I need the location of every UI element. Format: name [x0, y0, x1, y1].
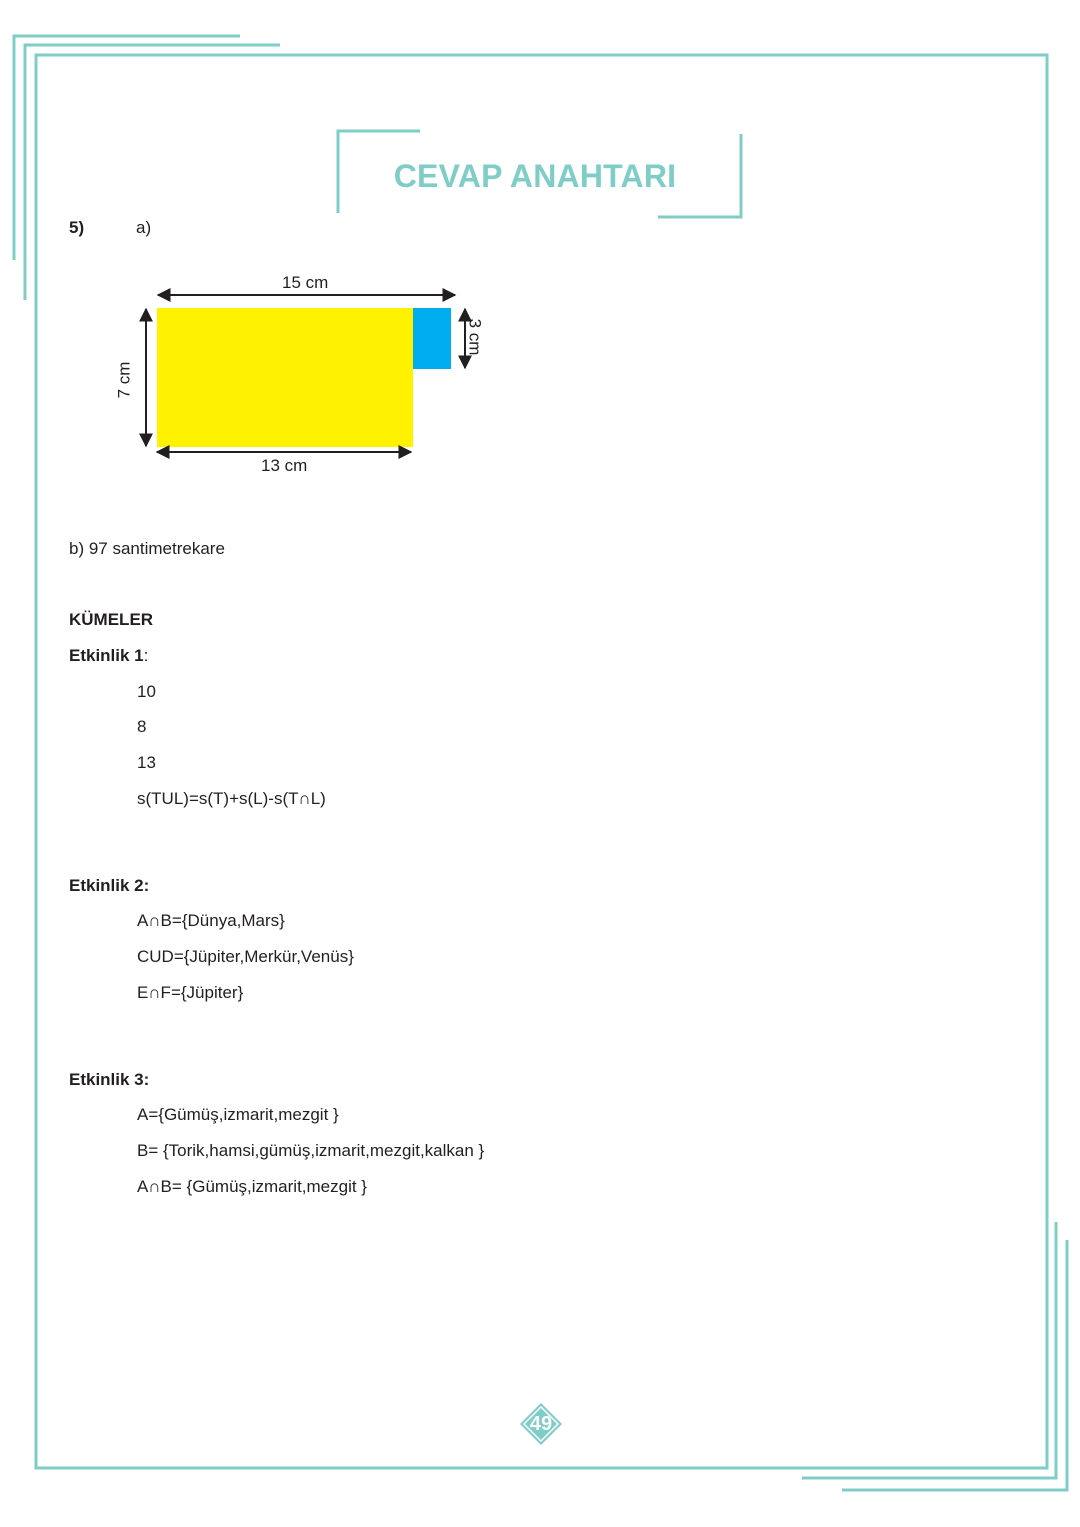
page-number-badge: [519, 1402, 563, 1446]
etkinlik3-line: A={Gümüş,izmarit,mezgit }: [137, 1105, 339, 1124]
etkinlik2-label: Etkinlik 2:: [69, 876, 150, 895]
page-number: 49: [529, 1413, 553, 1435]
part-b-answer: b) 97 santimetrekare: [69, 539, 225, 558]
etkinlik1-line: 10: [137, 682, 156, 701]
etkinlik1-label: Etkinlik 1: [69, 646, 144, 665]
top-length-label: 15 cm: [282, 273, 329, 292]
etkinlik2-line: E∩F={Jüpiter}: [137, 983, 244, 1002]
etkinlik2-line: CUD={Jüpiter,Merkür,Venüs}: [137, 947, 354, 966]
left-height-label: 7 cm: [114, 361, 134, 399]
etkinlik1-colon: :: [143, 646, 149, 665]
right-height-label: 3 cm: [465, 318, 485, 356]
etkinlik2-line: A∩B={Dünya,Mars}: [137, 911, 285, 930]
etkinlik1-line: 8: [137, 717, 147, 736]
section-title: KÜMELER: [69, 610, 154, 629]
bottom-length-label: 13 cm: [261, 456, 308, 475]
etkinlik3-label: Etkinlik 3:: [69, 1070, 150, 1089]
page-title: CEVAP ANAHTARI: [393, 158, 677, 194]
etkinlik3-line: B= {Torik,hamsi,gümüş,izmarit,mezgit,kalkan }: [137, 1141, 485, 1160]
etkinlik3-line: A∩B= {Gümüş,izmarit,mezgit }: [137, 1177, 367, 1196]
question-number: 5): [69, 218, 85, 237]
etkinlik1-heading: [69, 646, 148, 666]
etkinlik1-line: s(TUL)=s(T)+s(L)-s(T∩L): [137, 789, 326, 808]
etkinlik1-line: 13: [137, 753, 156, 772]
big-rectangle: [157, 308, 413, 447]
part-a-label: a): [136, 218, 152, 237]
small-rectangle: [413, 308, 451, 369]
